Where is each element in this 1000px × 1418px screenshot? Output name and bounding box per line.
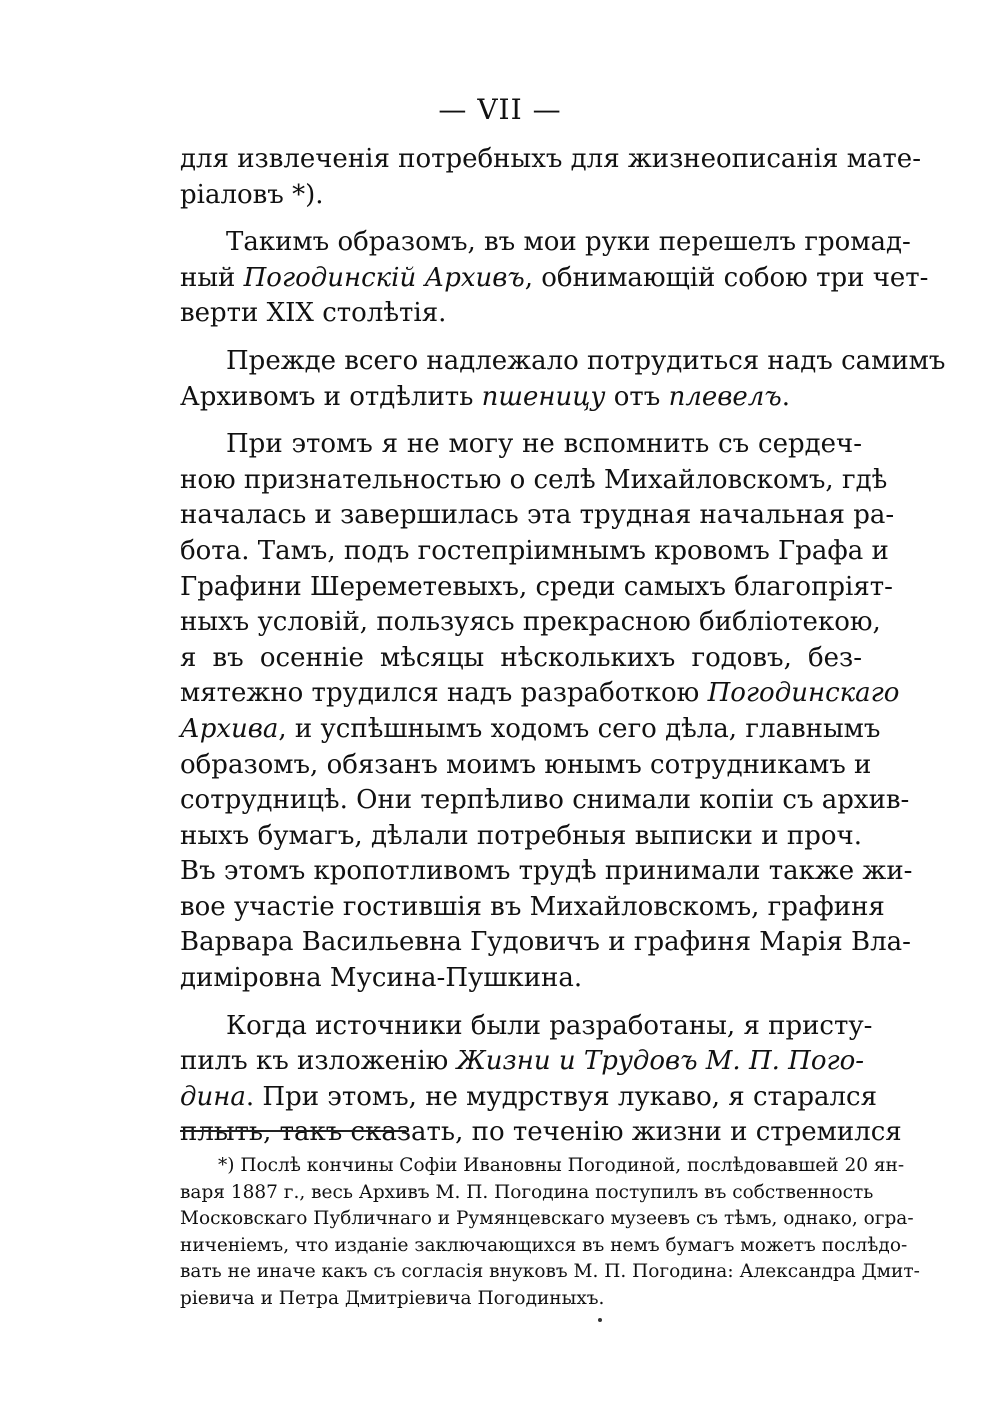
footnote-line: вать не иначе какъ съ согласія внуковъ М. П. Погодина: Александра Дмит-	[180, 1261, 920, 1283]
footnote-line: ріевича и Петра Дмитріевича Погодиныхъ.	[180, 1287, 605, 1309]
text-line	[180, 1044, 865, 1080]
print-speck	[598, 1318, 602, 1322]
text-line	[180, 296, 862, 332]
text-run: началась и завершилась эта трудная начальная ра-	[180, 500, 895, 531]
paragraph	[180, 344, 946, 415]
text-run: , обнимающій собою три чет-	[524, 262, 929, 293]
text-run: . При этомъ, не мудрствуя лукаво, я старался	[245, 1081, 878, 1112]
text-line	[180, 142, 921, 178]
text-line	[180, 819, 862, 855]
text-run: ныхъ условій, пользуясь прекрасною библіотекою,	[180, 607, 881, 638]
text-line	[180, 676, 900, 712]
italic-title: Погодинскаго	[707, 678, 900, 709]
text-run: отъ	[605, 381, 669, 412]
text-line	[180, 712, 881, 748]
text-run: для извлеченія потребныхъ для жизнеописанія мате-	[180, 144, 921, 174]
text-line	[180, 344, 946, 380]
text-line	[180, 261, 929, 297]
text-run: Когда источники были разработаны, я присту-	[226, 1010, 873, 1041]
text-run: мятежно трудился надъ разработкою	[180, 678, 708, 709]
text-line	[180, 225, 911, 261]
text-run: верти XIX столѣтія.	[180, 298, 447, 329]
text-run: .	[781, 381, 790, 412]
paragraph	[180, 427, 913, 997]
text-line	[180, 890, 885, 926]
text-line	[180, 961, 862, 997]
text-run: вое участіе гостившія въ Михайловскомъ, графиня	[180, 891, 885, 922]
paragraph	[180, 225, 929, 332]
text-line	[180, 534, 889, 570]
text-run: сотрудницѣ. Они терпѣливо снимали копіи съ архив-	[180, 785, 910, 816]
text-run: Архивомъ и отдѣлить	[180, 381, 482, 412]
text-run: пилъ къ изложенію	[180, 1046, 457, 1077]
text-line	[180, 783, 910, 819]
main-text	[180, 142, 946, 1151]
footnote-line: Московскаго Публичнаго и Румянцевскаго музеевъ съ тѣмъ, однако, огра-	[180, 1208, 914, 1230]
text-run: Такимъ образомъ, въ мои руки перешелъ громад-	[226, 227, 911, 258]
footnote-line: ниченіемъ, что изданіе заключающихся въ немъ бумагъ можетъ послѣдо-	[180, 1234, 908, 1256]
text-run: Варвара Васильевна Гудовичъ и графиня Марія Вла-	[180, 927, 911, 958]
text-line	[180, 925, 911, 961]
text-line	[180, 1080, 878, 1116]
text-line	[180, 605, 881, 641]
text-line	[180, 1115, 902, 1151]
text-line	[180, 1009, 873, 1045]
text-run: ный	[180, 262, 244, 293]
text-line	[180, 570, 893, 606]
italic-title: дина	[180, 1081, 246, 1112]
text-line	[180, 498, 895, 534]
text-line	[180, 854, 913, 890]
text-run: Въ этомъ кропотливомъ трудѣ принимали также жи-	[180, 856, 913, 887]
text-line	[180, 178, 862, 214]
text-line	[180, 641, 862, 677]
page-number: — VII —	[438, 93, 562, 126]
footnote-line: *) Послѣ кончины Софіи Ивановны Погодиной, послѣдовавшей 20 ян-	[218, 1155, 905, 1176]
text-run: плыть, такъ сказать, по теченію жизни и стремился	[180, 1117, 902, 1148]
text-run: ріаловъ *).	[180, 179, 324, 210]
italic-title: пшеницу	[481, 381, 606, 412]
footnote-divider	[180, 1130, 406, 1132]
italic-title: Архива	[180, 713, 279, 744]
text-line	[180, 380, 862, 416]
text-run: , и успѣшнымъ ходомъ сего дѣла, главнымъ	[278, 713, 881, 744]
paragraph	[180, 142, 921, 213]
text-run: бота. Тамъ, подъ гостепріимнымъ кровомъ Графа и	[180, 535, 889, 566]
footnote-line: варя 1887 г., весь Архивъ М. П. Погодина поступилъ въ собственность	[180, 1181, 874, 1203]
text-line	[180, 463, 888, 499]
text-run: ною признательностью о селѣ Михайловскомъ, гдѣ	[180, 464, 888, 495]
italic-title: Жизни и Трудовъ М. П. Пого-	[456, 1046, 865, 1077]
text-line	[180, 427, 862, 463]
footnote	[180, 1153, 920, 1313]
text-line	[180, 748, 872, 784]
italic-title: плевелъ	[668, 381, 782, 412]
text-run: ныхъ бумагъ, дѣлали потребныя выписки и проч.	[180, 820, 862, 851]
text-run: Графини Шереметевыхъ, среди самыхъ благопріят-	[180, 571, 893, 602]
text-run: образомъ, обязанъ моимъ юнымъ сотрудникамъ и	[180, 749, 872, 780]
italic-title: Погодинскій Архивъ	[243, 262, 525, 293]
text-run: диміровна Мусина-Пушкина.	[180, 963, 583, 994]
text-run: При этомъ я не могу не вспомнить съ сердеч-	[226, 429, 862, 460]
text-run: Прежде всего надлежало потрудиться надъ самимъ	[226, 345, 946, 376]
text-run: я въ осенніе мѣсяцы нѣсколькихъ годовъ, без-	[180, 642, 862, 673]
